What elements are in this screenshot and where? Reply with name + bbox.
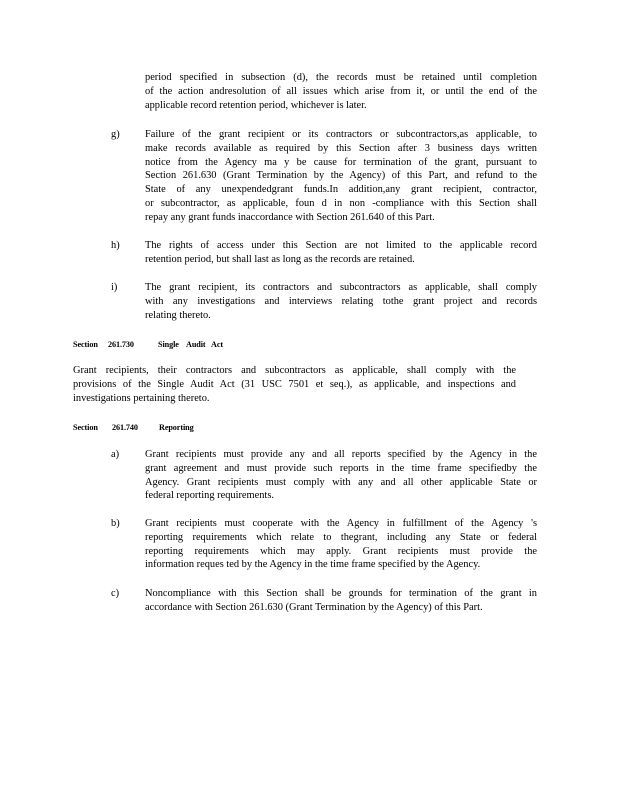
text-line: Grant recipients must provide any and all reports specified by the Agency in the: [145, 449, 537, 460]
text-line: Agency. Grant recipients must comply with any and all other applicable State or: [145, 476, 537, 488]
text-line: repay any grant funds inaccordance with Section 261.640 of this Part.: [145, 211, 435, 223]
paragraph-740c: [145, 587, 537, 615]
text-line: accordance with Section 261.630 (Grant Termination by the Agency) of this Part.: [145, 601, 483, 613]
paragraph-label-740c: c): [111, 588, 120, 599]
text-line: reporting requirements which relate to thegrant, including any State or federal: [145, 531, 537, 543]
heading-word: 261.740: [112, 423, 138, 432]
section-730-body: [73, 364, 516, 405]
text-line: period specified in subsection (d), the records must be retained until completion: [145, 72, 537, 83]
heading-word: Section: [73, 423, 98, 432]
heading-word: Section: [73, 340, 98, 349]
paragraph-740b: [145, 517, 537, 572]
section-heading-740: [73, 422, 194, 433]
heading-word: Act: [211, 340, 223, 349]
text-line: provisions of the Single Audit Act (31 USC 7501 et seq.), as applicable, and inspections and: [73, 378, 516, 390]
text-line: Grant recipients, their contractors and subcontractors as applicable, shall comply with the: [73, 365, 516, 376]
text-line: with any investigations and interviews relating tothe grant project and records: [145, 295, 537, 307]
text-line: Grant recipients must cooperate with the Agency in fulfillment of the Agency 's: [145, 518, 537, 529]
text-line: relating thereto.: [145, 309, 211, 321]
text-line: applicable record retention period, whichever is later.: [145, 99, 367, 111]
text-line: The rights of access under this Section are not limited to the applicable record: [145, 240, 537, 251]
paragraph-label-740a: a): [111, 449, 120, 460]
section-heading-730: [73, 339, 223, 350]
text-line: grant agreement and must provide such reports in the time frame specifiedby the: [145, 462, 537, 474]
text-line: Section 261.630 (Grant Termination by the Agency) of this Part, and refund to the: [145, 170, 537, 182]
text-line: information reques ted by the Agency in the time frame specified by the Agency.: [145, 559, 481, 571]
text-line: investigations pertaining thereto.: [73, 392, 210, 404]
text-line: or subcontractor, as applicable, foun d in non -compliance with this Section shall: [145, 197, 537, 209]
text-line: retention period, but shall last as long as the records are retained.: [145, 253, 415, 265]
paragraph-i: [145, 281, 537, 322]
paragraph-h: [145, 239, 537, 267]
paragraph-label-h: h): [111, 240, 120, 251]
paragraph-label-g: g): [111, 129, 120, 140]
paragraph-continuation: [145, 71, 537, 112]
text-line: The grant recipient, its contractors and subcontractors as applicable, shall comply: [145, 282, 537, 293]
paragraph-g: [145, 128, 537, 225]
text-line: federal reporting requirements.: [145, 490, 274, 502]
text-line: reporting requirements which may apply. Grant recipients must provide the: [145, 545, 537, 557]
paragraph-label-740b: b): [111, 518, 120, 529]
text-line: of the action andresolution of all issues which arise from it, or until the end of the: [145, 85, 537, 97]
text-line: State of any unexpendedgrant funds.In addition,any grant recipient, contractor,: [145, 184, 537, 196]
heading-word: Audit: [186, 340, 206, 349]
text-line: notice from the Agency ma y be cause for termination of the grant, pursuant to: [145, 156, 537, 168]
paragraph-740a: [145, 448, 537, 503]
text-line: Noncompliance with this Section shall be grounds for termination of the grant in: [145, 588, 537, 599]
heading-word: Single: [158, 340, 179, 349]
paragraph-label-i: i): [111, 282, 118, 293]
heading-word: 261.730: [108, 340, 134, 349]
text-line: make records available as required by this Section after 3 business days written: [145, 142, 537, 154]
heading-word: Reporting: [159, 423, 194, 432]
text-line: Failure of the grant recipient or its contractors or subcontractors,as applicable, to: [145, 129, 537, 140]
